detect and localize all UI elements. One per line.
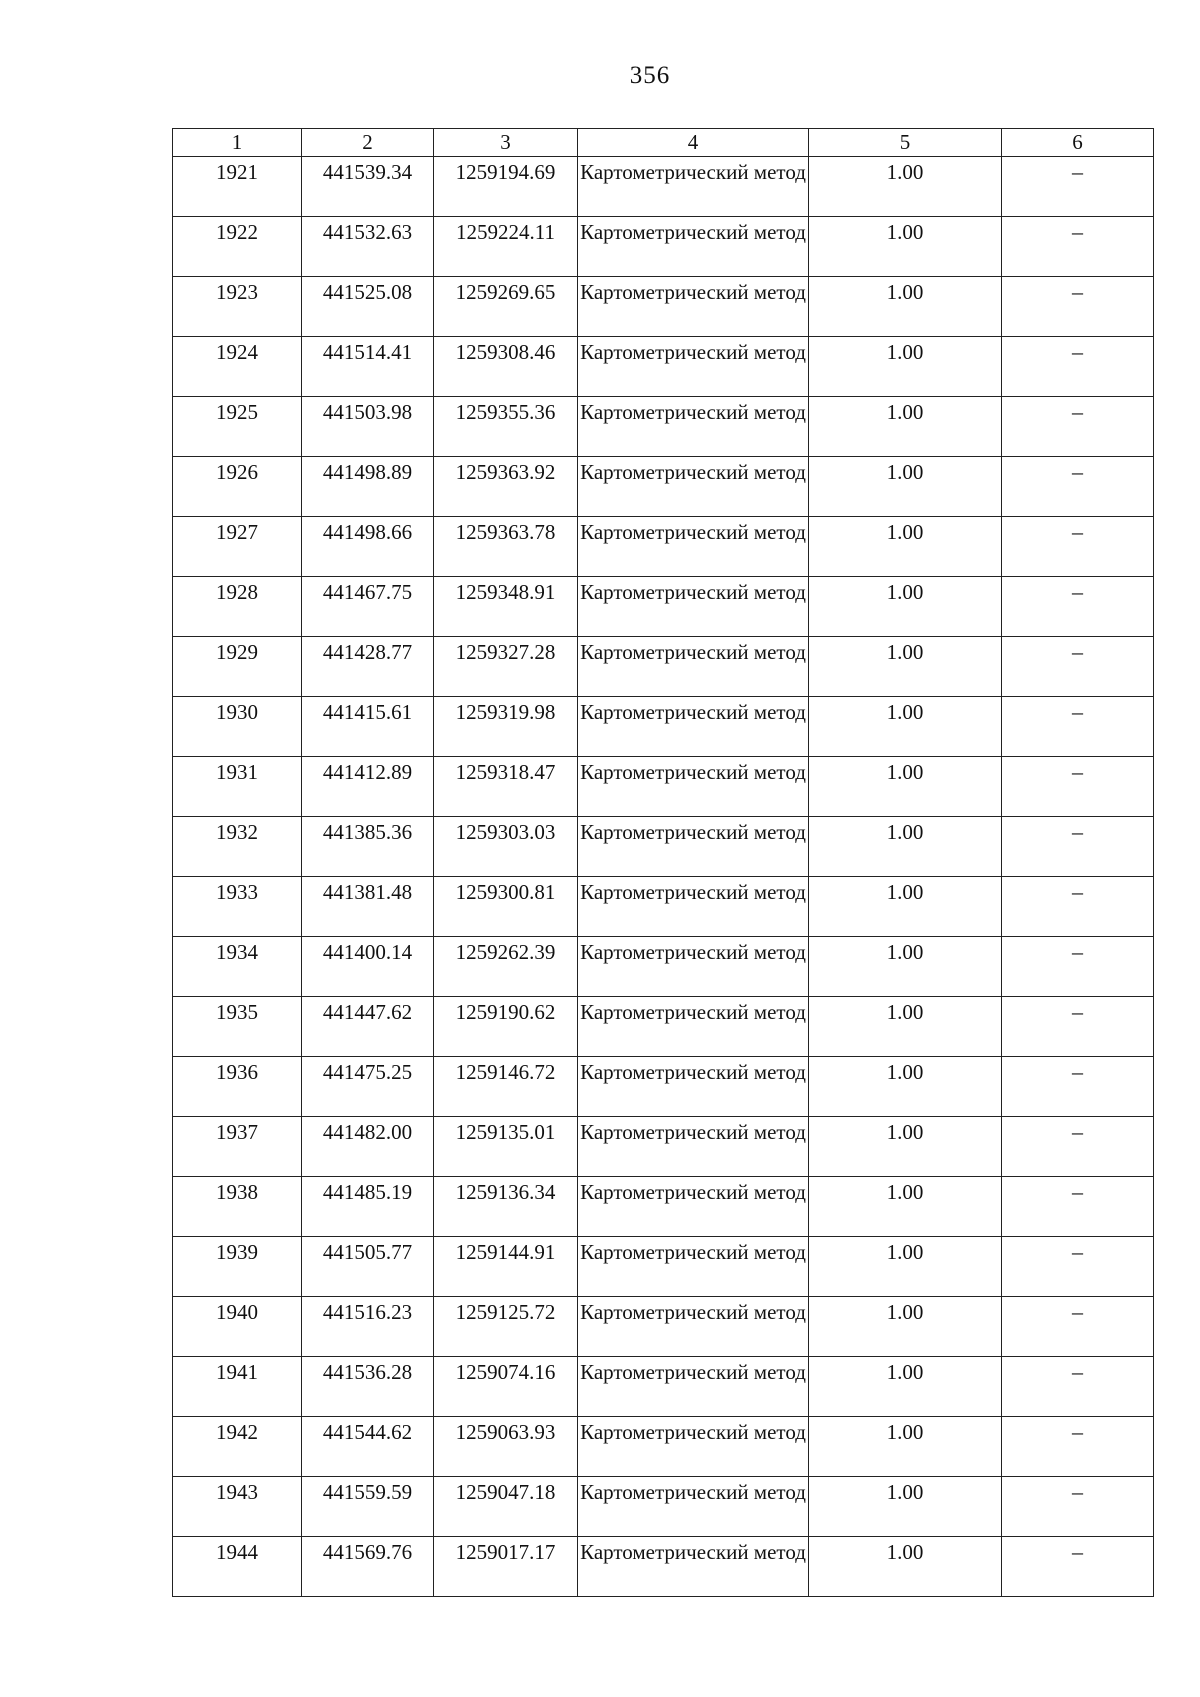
method-cell: Картометрический метод — [578, 1417, 809, 1477]
accuracy-cell: 1.00 — [809, 937, 1002, 997]
y-coordinate-cell: 1259047.18 — [434, 1477, 578, 1537]
point-number-cell: 1933 — [173, 877, 302, 937]
note-cell: – — [1002, 1177, 1154, 1237]
x-coordinate-cell: 441467.75 — [302, 577, 434, 637]
method-cell: Картометрический метод — [578, 1477, 809, 1537]
x-coordinate-cell: 441539.34 — [302, 157, 434, 217]
accuracy-cell: 1.00 — [809, 517, 1002, 577]
method-cell: Картометрический метод — [578, 397, 809, 457]
accuracy-cell: 1.00 — [809, 337, 1002, 397]
accuracy-cell: 1.00 — [809, 577, 1002, 637]
y-coordinate-cell: 1259074.16 — [434, 1357, 578, 1417]
y-coordinate-cell: 1259269.65 — [434, 277, 578, 337]
accuracy-cell: 1.00 — [809, 217, 1002, 277]
x-coordinate-cell: 441503.98 — [302, 397, 434, 457]
note-cell: – — [1002, 337, 1154, 397]
y-coordinate-cell: 1259355.36 — [434, 397, 578, 457]
y-coordinate-cell: 1259146.72 — [434, 1057, 578, 1117]
y-coordinate-cell: 1259363.78 — [434, 517, 578, 577]
table-row — [173, 577, 1154, 637]
accuracy-cell: 1.00 — [809, 1177, 1002, 1237]
note-cell: – — [1002, 1537, 1154, 1597]
note-cell: – — [1002, 1357, 1154, 1417]
point-number-cell: 1944 — [173, 1537, 302, 1597]
table-row — [173, 1117, 1154, 1177]
note-cell: – — [1002, 1237, 1154, 1297]
accuracy-cell: 1.00 — [809, 997, 1002, 1057]
x-coordinate-cell: 441385.36 — [302, 817, 434, 877]
table-row — [173, 517, 1154, 577]
accuracy-cell: 1.00 — [809, 1537, 1002, 1597]
y-coordinate-cell: 1259144.91 — [434, 1237, 578, 1297]
accuracy-cell: 1.00 — [809, 277, 1002, 337]
x-coordinate-cell: 441525.08 — [302, 277, 434, 337]
method-cell: Картометрический метод — [578, 157, 809, 217]
y-coordinate-cell: 1259327.28 — [434, 637, 578, 697]
table-row — [173, 1237, 1154, 1297]
method-cell: Картометрический метод — [578, 1357, 809, 1417]
accuracy-cell: 1.00 — [809, 1057, 1002, 1117]
accuracy-cell: 1.00 — [809, 157, 1002, 217]
table-row — [173, 637, 1154, 697]
y-coordinate-cell: 1259224.11 — [434, 217, 578, 277]
note-cell: – — [1002, 457, 1154, 517]
method-cell: Картометрический метод — [578, 997, 809, 1057]
method-cell: Картометрический метод — [578, 1117, 809, 1177]
table-row — [173, 217, 1154, 277]
note-cell: – — [1002, 1297, 1154, 1357]
method-cell: Картометрический метод — [578, 877, 809, 937]
method-cell: Картометрический метод — [578, 1537, 809, 1597]
note-cell: – — [1002, 1117, 1154, 1177]
x-coordinate-cell: 441569.76 — [302, 1537, 434, 1597]
table-row — [173, 757, 1154, 817]
note-cell: – — [1002, 517, 1154, 577]
column-header-6: 6 — [1002, 129, 1154, 157]
point-number-cell: 1942 — [173, 1417, 302, 1477]
accuracy-cell: 1.00 — [809, 697, 1002, 757]
y-coordinate-cell: 1259319.98 — [434, 697, 578, 757]
note-cell: – — [1002, 277, 1154, 337]
note-cell: – — [1002, 157, 1154, 217]
table-row — [173, 877, 1154, 937]
point-number-cell: 1921 — [173, 157, 302, 217]
x-coordinate-cell: 441559.59 — [302, 1477, 434, 1537]
x-coordinate-cell: 441412.89 — [302, 757, 434, 817]
column-header-1: 1 — [173, 129, 302, 157]
x-coordinate-cell: 441400.14 — [302, 937, 434, 997]
method-cell: Картометрический метод — [578, 337, 809, 397]
x-coordinate-cell: 441482.00 — [302, 1117, 434, 1177]
point-number-cell: 1938 — [173, 1177, 302, 1237]
column-header-5: 5 — [809, 129, 1002, 157]
table-row — [173, 1537, 1154, 1597]
header-row — [173, 129, 1154, 157]
table-row — [173, 997, 1154, 1057]
method-cell: Картометрический метод — [578, 637, 809, 697]
method-cell: Картометрический метод — [578, 697, 809, 757]
x-coordinate-cell: 441428.77 — [302, 637, 434, 697]
y-coordinate-cell: 1259363.92 — [434, 457, 578, 517]
x-coordinate-cell: 441498.66 — [302, 517, 434, 577]
coordinates-table — [172, 128, 1154, 1597]
point-number-cell: 1927 — [173, 517, 302, 577]
method-cell: Картометрический метод — [578, 1057, 809, 1117]
page-number: 356 — [629, 62, 671, 89]
method-cell: Картометрический метод — [578, 577, 809, 637]
table-row — [173, 277, 1154, 337]
column-header-4: 4 — [578, 129, 809, 157]
method-cell: Картометрический метод — [578, 1297, 809, 1357]
x-coordinate-cell: 441485.19 — [302, 1177, 434, 1237]
method-cell: Картометрический метод — [578, 277, 809, 337]
x-coordinate-cell: 441516.23 — [302, 1297, 434, 1357]
x-coordinate-cell: 441381.48 — [302, 877, 434, 937]
x-coordinate-cell: 441532.63 — [302, 217, 434, 277]
y-coordinate-cell: 1259318.47 — [434, 757, 578, 817]
y-coordinate-cell: 1259063.93 — [434, 1417, 578, 1477]
note-cell: – — [1002, 817, 1154, 877]
table-row — [173, 1357, 1154, 1417]
accuracy-cell: 1.00 — [809, 1477, 1002, 1537]
column-header-3: 3 — [434, 129, 578, 157]
note-cell: – — [1002, 937, 1154, 997]
point-number-cell: 1923 — [173, 277, 302, 337]
point-number-cell: 1941 — [173, 1357, 302, 1417]
note-cell: – — [1002, 877, 1154, 937]
accuracy-cell: 1.00 — [809, 757, 1002, 817]
method-cell: Картометрический метод — [578, 757, 809, 817]
accuracy-cell: 1.00 — [809, 457, 1002, 517]
method-cell: Картометрический метод — [578, 937, 809, 997]
point-number-cell: 1924 — [173, 337, 302, 397]
y-coordinate-cell: 1259303.03 — [434, 817, 578, 877]
y-coordinate-cell: 1259348.91 — [434, 577, 578, 637]
x-coordinate-cell: 441475.25 — [302, 1057, 434, 1117]
table-row — [173, 1477, 1154, 1537]
table-row — [173, 817, 1154, 877]
x-coordinate-cell: 441447.62 — [302, 997, 434, 1057]
table-row — [173, 1177, 1154, 1237]
table-row — [173, 1417, 1154, 1477]
accuracy-cell: 1.00 — [809, 817, 1002, 877]
point-number-cell: 1940 — [173, 1297, 302, 1357]
note-cell: – — [1002, 1057, 1154, 1117]
method-cell: Картометрический метод — [578, 217, 809, 277]
note-cell: – — [1002, 1417, 1154, 1477]
y-coordinate-cell: 1259262.39 — [434, 937, 578, 997]
x-coordinate-cell: 441544.62 — [302, 1417, 434, 1477]
y-coordinate-cell: 1259194.69 — [434, 157, 578, 217]
point-number-cell: 1926 — [173, 457, 302, 517]
table-row — [173, 1297, 1154, 1357]
note-cell: – — [1002, 997, 1154, 1057]
table-header — [173, 129, 1154, 157]
y-coordinate-cell: 1259300.81 — [434, 877, 578, 937]
x-coordinate-cell: 441514.41 — [302, 337, 434, 397]
point-number-cell: 1929 — [173, 637, 302, 697]
y-coordinate-cell: 1259135.01 — [434, 1117, 578, 1177]
point-number-cell: 1928 — [173, 577, 302, 637]
accuracy-cell: 1.00 — [809, 1417, 1002, 1477]
table-row — [173, 697, 1154, 757]
table-row — [173, 397, 1154, 457]
x-coordinate-cell: 441415.61 — [302, 697, 434, 757]
y-coordinate-cell: 1259017.17 — [434, 1537, 578, 1597]
method-cell: Картометрический метод — [578, 1177, 809, 1237]
accuracy-cell: 1.00 — [809, 637, 1002, 697]
method-cell: Картометрический метод — [578, 517, 809, 577]
table-row — [173, 337, 1154, 397]
point-number-cell: 1937 — [173, 1117, 302, 1177]
point-number-cell: 1943 — [173, 1477, 302, 1537]
x-coordinate-cell: 441498.89 — [302, 457, 434, 517]
note-cell: – — [1002, 217, 1154, 277]
point-number-cell: 1931 — [173, 757, 302, 817]
accuracy-cell: 1.00 — [809, 397, 1002, 457]
table-row — [173, 457, 1154, 517]
accuracy-cell: 1.00 — [809, 1117, 1002, 1177]
point-number-cell: 1934 — [173, 937, 302, 997]
point-number-cell: 1932 — [173, 817, 302, 877]
point-number-cell: 1930 — [173, 697, 302, 757]
note-cell: – — [1002, 577, 1154, 637]
point-number-cell: 1936 — [173, 1057, 302, 1117]
table-body — [173, 157, 1154, 1597]
point-number-cell: 1939 — [173, 1237, 302, 1297]
method-cell: Картометрический метод — [578, 1237, 809, 1297]
point-number-cell: 1922 — [173, 217, 302, 277]
x-coordinate-cell: 441505.77 — [302, 1237, 434, 1297]
x-coordinate-cell: 441536.28 — [302, 1357, 434, 1417]
note-cell: – — [1002, 757, 1154, 817]
table-row — [173, 937, 1154, 997]
note-cell: – — [1002, 397, 1154, 457]
column-header-2: 2 — [302, 129, 434, 157]
note-cell: – — [1002, 697, 1154, 757]
note-cell: – — [1002, 1477, 1154, 1537]
y-coordinate-cell: 1259190.62 — [434, 997, 578, 1057]
method-cell: Картометрический метод — [578, 457, 809, 517]
y-coordinate-cell: 1259125.72 — [434, 1297, 578, 1357]
accuracy-cell: 1.00 — [809, 1297, 1002, 1357]
method-cell: Картометрический метод — [578, 817, 809, 877]
note-cell: – — [1002, 637, 1154, 697]
accuracy-cell: 1.00 — [809, 1237, 1002, 1297]
accuracy-cell: 1.00 — [809, 1357, 1002, 1417]
y-coordinate-cell: 1259308.46 — [434, 337, 578, 397]
accuracy-cell: 1.00 — [809, 877, 1002, 937]
table-row — [173, 157, 1154, 217]
y-coordinate-cell: 1259136.34 — [434, 1177, 578, 1237]
point-number-cell: 1925 — [173, 397, 302, 457]
table-row — [173, 1057, 1154, 1117]
point-number-cell: 1935 — [173, 997, 302, 1057]
